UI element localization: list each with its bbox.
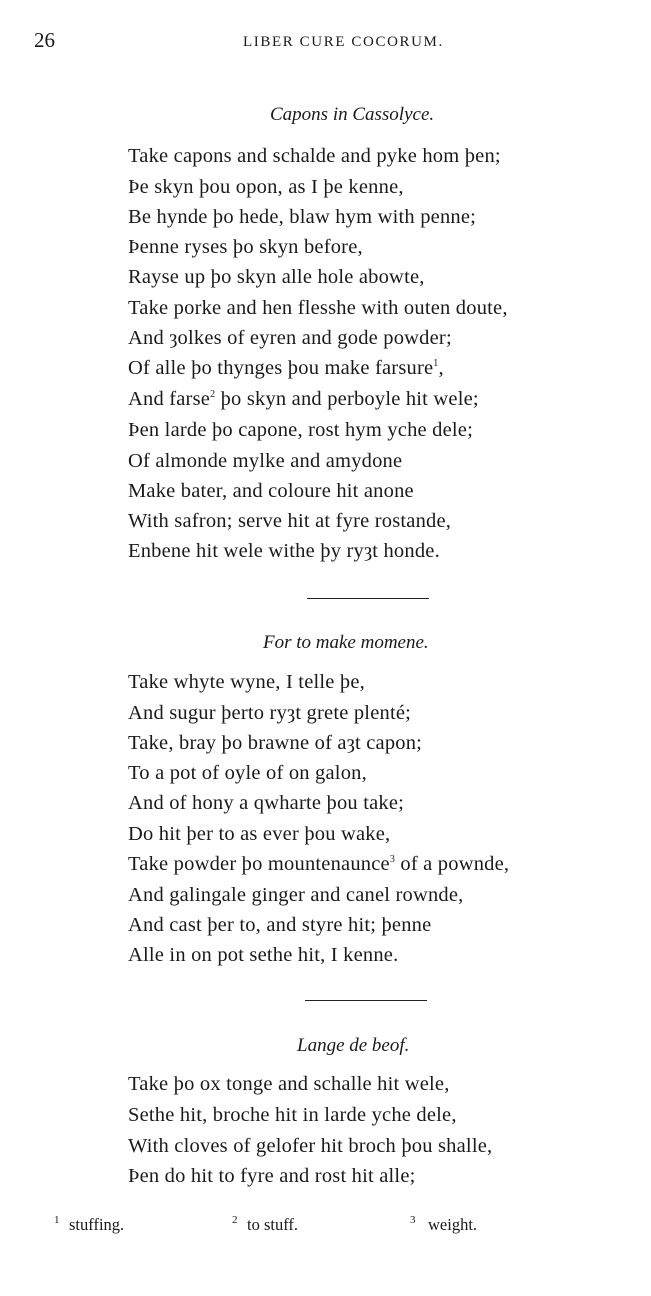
verse-line: And cast þer to, and styre hit; þenne bbox=[128, 914, 432, 936]
note-ref: 3 bbox=[389, 854, 396, 866]
footnote: weight. bbox=[428, 1215, 478, 1234]
verse-line: Þe skyn þou opon, as I þe kenne, bbox=[128, 176, 404, 198]
note-ref: 1 bbox=[433, 358, 439, 370]
verse-line: And galingale ginger and canel rownde, bbox=[128, 884, 464, 906]
recipe-title: For to make momene. bbox=[263, 632, 429, 653]
verse-line: Take whyte wyne, I telle þe, bbox=[128, 671, 365, 693]
verse-line: With cloves of gelofer hit broch þou shalle, bbox=[128, 1135, 493, 1157]
footnote-mark: 1 bbox=[54, 1214, 60, 1226]
verse-line: Þen larde þo capone, rost hym yche dele; bbox=[128, 419, 473, 441]
verse-line: To a pot of oyle of on galon, bbox=[128, 762, 367, 784]
section-divider bbox=[307, 598, 429, 599]
verse-line: Þen do hit to fyre and rost hit alle; bbox=[128, 1165, 416, 1187]
verse-line: Of almonde mylke and amydone bbox=[128, 450, 403, 472]
verse-line bbox=[128, 853, 509, 876]
verse-line: And ȝolkes of eyren and gode powder; bbox=[128, 327, 452, 349]
note-ref: 2 bbox=[210, 389, 216, 401]
verse-line: Rayse up þo skyn alle hole abowte, bbox=[128, 266, 425, 288]
verse-line: Take porke and hen flesshe with outen doute, bbox=[128, 297, 508, 319]
verse-text: And farse bbox=[128, 388, 211, 410]
verse-line bbox=[128, 357, 444, 380]
verse-text: , bbox=[438, 357, 444, 379]
verse-line: Take capons and schalde and pyke hom þen; bbox=[128, 145, 501, 167]
verse-line: With safron; serve hit at fyre rostande, bbox=[128, 510, 452, 532]
verse-text: Of alle þo thynges þou make farsure bbox=[128, 357, 434, 379]
footnote: to stuff. bbox=[247, 1215, 299, 1234]
page-number: 26 bbox=[34, 28, 55, 52]
verse-line: Sethe hit, broche hit in larde yche dele, bbox=[128, 1104, 457, 1126]
verse-line bbox=[128, 388, 479, 411]
verse-line: Take, bray þo brawne of aȝt capon; bbox=[128, 732, 423, 754]
verse-line: Make bater, and coloure hit anone bbox=[128, 480, 414, 502]
recipe-title: Capons in Cassolyce. bbox=[270, 104, 435, 125]
verse-text: Take powder þo mountenaunce bbox=[128, 853, 390, 875]
verse-line: Take þo ox tonge and schalle hit wele, bbox=[128, 1073, 450, 1095]
verse-line: Þenne ryses þo skyn before, bbox=[128, 236, 363, 258]
verse-line: Enbene hit wele withe þy ryȝt honde. bbox=[128, 540, 440, 562]
verse-text: þo skyn and perboyle hit wele; bbox=[220, 388, 479, 410]
verse-line: And sugur þerto ryȝt grete plenté; bbox=[128, 702, 412, 724]
recipe-title: Lange de beof. bbox=[297, 1035, 410, 1056]
footnote-mark: 3 bbox=[410, 1214, 416, 1226]
footnote: stuffing. bbox=[69, 1215, 125, 1234]
verse-text: of a pownde, bbox=[400, 853, 510, 875]
footnote-mark: 2 bbox=[232, 1214, 238, 1226]
verse-line: Do hit þer to as ever þou wake, bbox=[128, 823, 391, 845]
running-title: LIBER CURE COCORUM. bbox=[243, 34, 444, 50]
section-divider bbox=[305, 1000, 427, 1001]
verse-line: And of hony a qwharte þou take; bbox=[128, 792, 405, 814]
verse-line: Be hynde þo hede, blaw hym with penne; bbox=[128, 206, 477, 228]
verse-line: Alle in on pot sethe hit, I kenne. bbox=[128, 944, 399, 966]
